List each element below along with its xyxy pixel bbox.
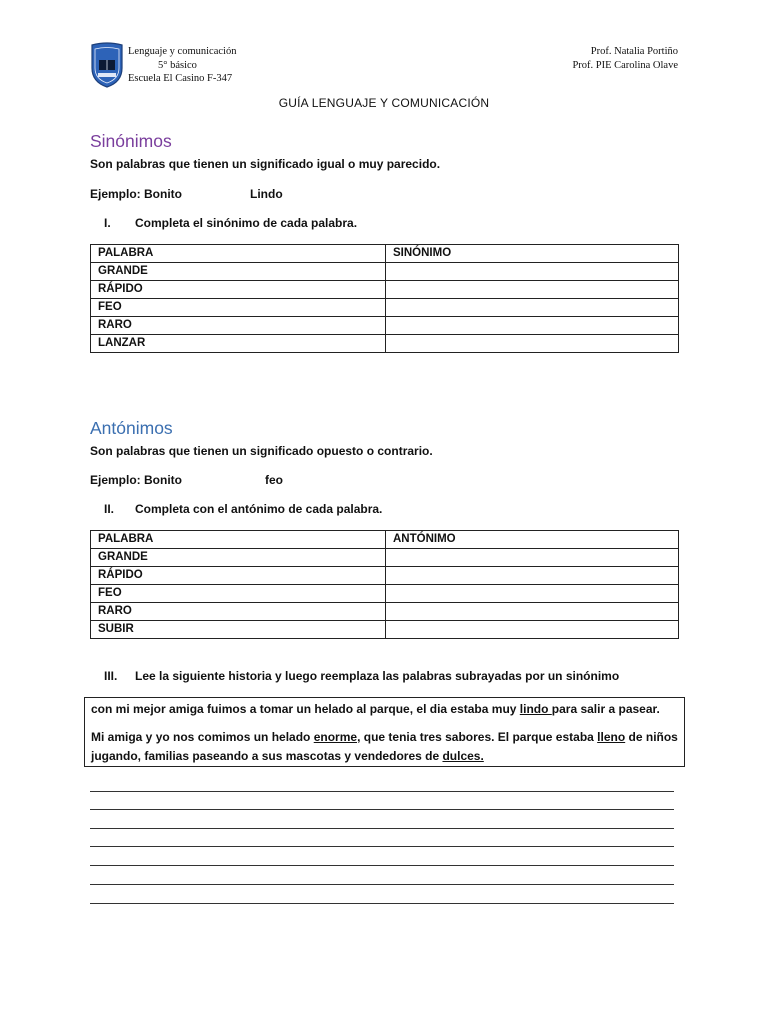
header-grade: 5° básico bbox=[158, 59, 197, 71]
story-text: Mi amiga y yo nos comimos un helado bbox=[91, 730, 314, 744]
answer-cell[interactable] bbox=[386, 621, 679, 639]
column-header-antonym: ANTÓNIMO bbox=[386, 531, 679, 549]
table-row bbox=[91, 317, 679, 335]
story-text: jugando, familias paseando a sus mascotas y vendedores de bbox=[91, 749, 443, 763]
synonyms-definition: Son palabras que tienen un significado igual o muy parecido. bbox=[90, 157, 441, 171]
header-school: Escuela El Casino F-347 bbox=[128, 73, 233, 84]
antonyms-table bbox=[90, 530, 679, 639]
underlined-word: dulces. bbox=[442, 749, 484, 763]
synonyms-instruction-text: Completa el sinónimo de cada palabra. bbox=[135, 216, 358, 230]
antonyms-definition: Son palabras que tienen un significado opuesto o contrario. bbox=[90, 444, 433, 458]
antonyms-example-word: feo bbox=[265, 473, 283, 487]
header-teacher-2: Prof. PIE Carolina Olave bbox=[572, 59, 678, 71]
table-row bbox=[91, 603, 679, 621]
answer-cell[interactable] bbox=[386, 549, 679, 567]
column-header-word: PALABRA bbox=[91, 245, 386, 263]
answer-line[interactable] bbox=[90, 903, 674, 904]
answer-line[interactable] bbox=[90, 865, 674, 866]
answer-cell[interactable] bbox=[386, 263, 679, 281]
word-cell: SUBIR bbox=[91, 621, 386, 639]
answer-line[interactable] bbox=[90, 846, 674, 847]
synonyms-example-word: Lindo bbox=[250, 187, 283, 201]
table-row bbox=[91, 621, 679, 639]
table-row bbox=[91, 567, 679, 585]
word-cell: RÁPIDO bbox=[91, 567, 386, 585]
story-text: con mi mejor amiga fuimos a tomar un helado al parque, el dia estaba muy bbox=[91, 702, 520, 716]
synonyms-instruction-number: I. bbox=[104, 216, 111, 230]
antonyms-instruction-text: Completa con el antónimo de cada palabra. bbox=[135, 502, 383, 516]
word-cell: RARO bbox=[91, 317, 386, 335]
underlined-word: lindo bbox=[519, 702, 552, 716]
antonyms-instruction-number: II. bbox=[104, 502, 115, 516]
antonyms-heading: Antónimos bbox=[90, 418, 173, 438]
synonyms-heading: Sinónimos bbox=[90, 131, 172, 151]
header-subject: Lenguaje y comunicación bbox=[128, 46, 237, 57]
answer-cell[interactable] bbox=[386, 603, 679, 621]
word-cell: RARO bbox=[91, 603, 386, 621]
word-cell: GRANDE bbox=[91, 549, 386, 567]
word-cell: FEO bbox=[91, 585, 386, 603]
antonyms-example-label: Ejemplo: Bonito bbox=[90, 473, 182, 487]
underlined-word: enorme, bbox=[313, 730, 361, 744]
underlined-word: lleno bbox=[597, 730, 626, 744]
answer-cell[interactable] bbox=[386, 567, 679, 585]
story-paragraph-1 bbox=[85, 700, 666, 719]
header-teacher-1: Prof. Natalia Portiño bbox=[590, 46, 678, 57]
table-row bbox=[91, 335, 679, 353]
answer-line[interactable] bbox=[90, 791, 674, 792]
word-cell: FEO bbox=[91, 299, 386, 317]
answer-line[interactable] bbox=[90, 884, 674, 885]
column-header-word: PALABRA bbox=[91, 531, 386, 549]
column-header-synonym: SINÓNIMO bbox=[386, 245, 679, 263]
story-instruction-number: III. bbox=[104, 669, 118, 683]
story-paragraph-2 bbox=[85, 728, 684, 766]
table-row bbox=[91, 299, 679, 317]
table-row bbox=[91, 585, 679, 603]
answer-cell[interactable] bbox=[386, 335, 679, 353]
table-header-row bbox=[91, 245, 679, 263]
synonyms-example-label: Ejemplo: Bonito bbox=[90, 187, 182, 201]
answer-cell[interactable] bbox=[386, 299, 679, 317]
header-school-info bbox=[128, 45, 236, 86]
table-row bbox=[91, 281, 679, 299]
answer-line[interactable] bbox=[90, 809, 674, 810]
answer-cell[interactable] bbox=[386, 281, 679, 299]
word-cell: GRANDE bbox=[91, 263, 386, 281]
table-row bbox=[91, 549, 679, 567]
header-teachers bbox=[572, 45, 678, 72]
answer-cell[interactable] bbox=[386, 317, 679, 335]
page-title: GUÍA LENGUAJE Y COMUNICACIÓN bbox=[278, 96, 490, 110]
answer-cell[interactable] bbox=[386, 585, 679, 603]
school-logo bbox=[90, 42, 124, 88]
story-box bbox=[84, 697, 685, 767]
word-cell: LANZAR bbox=[91, 335, 386, 353]
table-row bbox=[91, 263, 679, 281]
story-text: que tenia tres sabores. El parque estaba bbox=[360, 730, 598, 744]
story-text: de niños bbox=[625, 730, 678, 744]
table-header-row bbox=[91, 531, 679, 549]
story-text: para salir a pasear. bbox=[551, 702, 660, 716]
synonyms-table bbox=[90, 244, 679, 353]
answer-line[interactable] bbox=[90, 828, 674, 829]
story-instruction-text: Lee la siguiente historia y luego reemplaza las palabras subrayadas por un sinónimo bbox=[135, 669, 620, 683]
word-cell: RÁPIDO bbox=[91, 281, 386, 299]
